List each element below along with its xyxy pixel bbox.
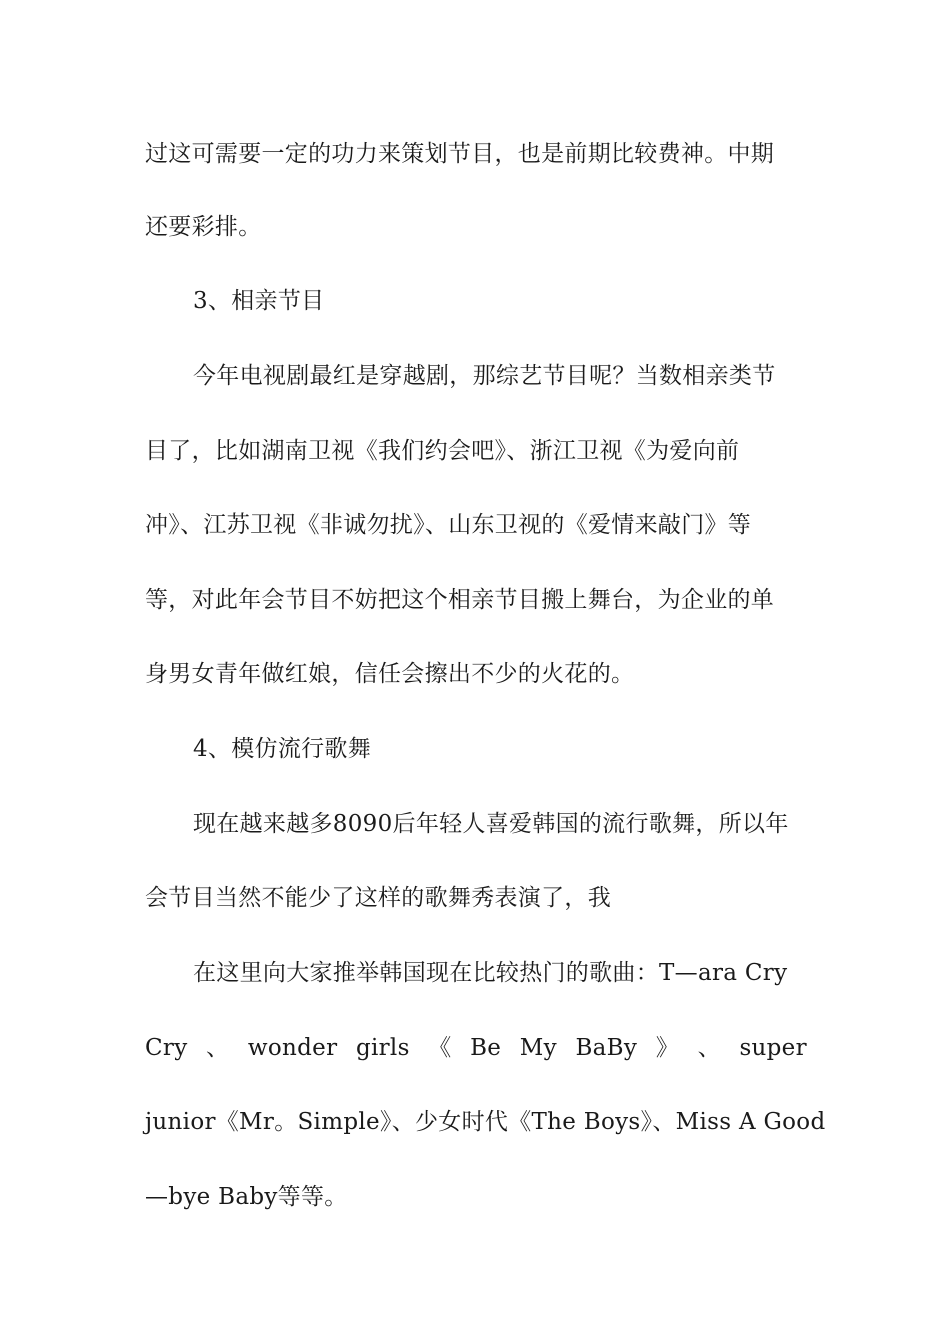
word: 、 [206, 1035, 230, 1061]
paragraph-line: 在这里向大家推举韩国现在比较热门的歌曲：T—ara Cry [193, 960, 788, 986]
paragraph-line: 今年电视剧最红是穿越剧，那综艺节目呢？当数相亲类节 [193, 363, 776, 389]
word: super [739, 1035, 807, 1061]
section-heading: 3、相亲节目 [193, 288, 325, 314]
word: Cry [145, 1035, 188, 1061]
word: 《 [428, 1035, 452, 1061]
paragraph-line: 等，对此年会节目不妨把这个相亲节目搬上舞台，为企业的单 [145, 587, 775, 613]
paragraph-line: 目了，比如湖南卫视《我们约会吧》、浙江卫视《为爱向前 [145, 438, 740, 464]
paragraph-line: 冲》、江苏卫视《非诚勿扰》、山东卫视的《爱情来敲门》等 [145, 512, 752, 538]
section-heading: 4、模仿流行歌舞 [193, 736, 372, 762]
word: 》 [655, 1035, 680, 1061]
paragraph-line: 过这可需要一定的功力来策划节目，也是前期比较费神。中期 [145, 141, 775, 167]
paragraph-line: 会节目当然不能少了这样的歌舞秀表演了，我 [145, 885, 611, 911]
word: Be [470, 1035, 502, 1061]
paragraph-line: junior《Mr。Simple》、少女时代《The Boys》、Miss A Good [145, 1109, 826, 1135]
justified-line [145, 1033, 807, 1063]
paragraph-line: 还要彩排。 [145, 214, 262, 240]
paragraph-line: —bye Baby等等。 [145, 1184, 348, 1210]
word: BaBy [575, 1035, 638, 1061]
paragraph-line: 现在越来越多8090后年轻人喜爱韩国的流行歌舞，所以年 [193, 811, 789, 837]
paragraph-line: 身男女青年做红娘，信任会擦出不少的火花的。 [145, 661, 635, 687]
word: My [519, 1035, 557, 1061]
word: 、 [697, 1035, 721, 1061]
word: wonder [247, 1035, 338, 1061]
word: girls [355, 1035, 410, 1061]
